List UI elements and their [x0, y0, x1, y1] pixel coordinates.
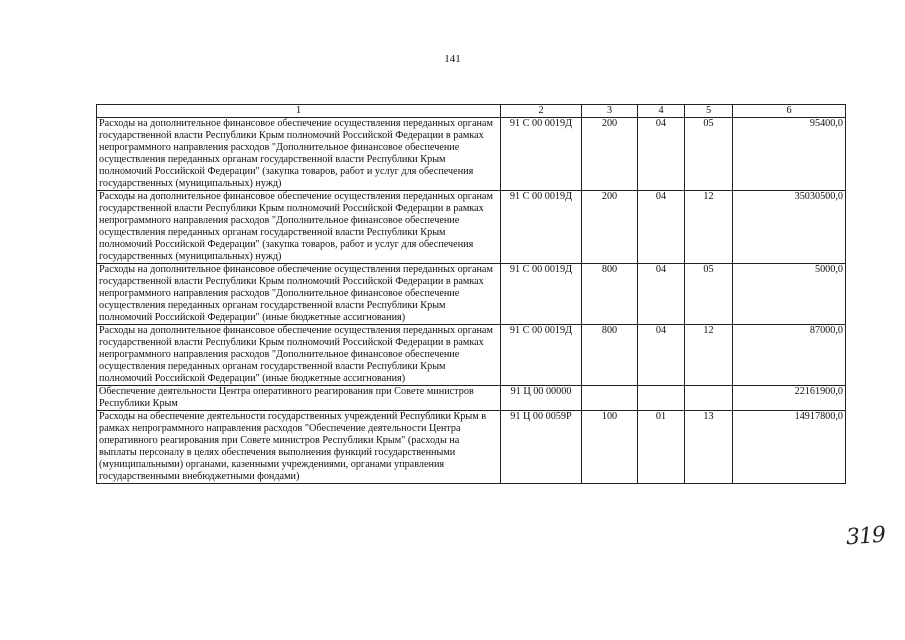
header-col-5: 5 [685, 105, 733, 118]
row-code: 91 Ц 00 0059Р [501, 411, 582, 484]
page-number: 141 [444, 53, 461, 65]
row-col3: 100 [582, 411, 638, 484]
table-row [97, 264, 846, 325]
row-code: 91 Ц 00 00000 [501, 386, 582, 411]
table-header-row [97, 105, 846, 118]
row-col5: 05 [685, 264, 733, 325]
row-col4: 01 [638, 411, 685, 484]
table-row [97, 325, 846, 386]
row-col4: 04 [638, 191, 685, 264]
row-description: Расходы на дополнительное финансовое обеспечение осуществления переданных органам государственной власти Республики Крым полномочий Российской Федерации в рамках непрограммного направления расходов "Дополнительное финансовое обеспечение осуществления переданных органам государственной власти Республики Крым полномочий Российской Федерации" (иные бюджетные ассигнования) [97, 325, 501, 386]
row-col3: 200 [582, 191, 638, 264]
row-col4: 04 [638, 325, 685, 386]
row-amount: 35030500,0 [733, 191, 846, 264]
header-col-1: 1 [97, 105, 501, 118]
header-col-3: 3 [582, 105, 638, 118]
row-col4: 04 [638, 264, 685, 325]
row-description: Расходы на дополнительное финансовое обеспечение осуществления переданных органам государственной власти Республики Крым полномочий Российской Федерации в рамках непрограммного направления расходов "Дополнительное финансовое обеспечение осуществления переданных органам государственной власти Республики Крым полномочий Российской Федерации" (закупка товаров, работ и услуг для обеспечения государственных (муниципальных) нужд) [97, 118, 501, 191]
row-amount: 14917800,0 [733, 411, 846, 484]
row-col3: 200 [582, 118, 638, 191]
row-code: 91 С 00 0019Д [501, 191, 582, 264]
row-col3: 800 [582, 264, 638, 325]
row-col3: 800 [582, 325, 638, 386]
row-code: 91 С 00 0019Д [501, 325, 582, 386]
row-col5 [685, 386, 733, 411]
header-col-2: 2 [501, 105, 582, 118]
row-amount: 87000,0 [733, 325, 846, 386]
row-amount: 5000,0 [733, 264, 846, 325]
table-row [97, 191, 846, 264]
row-code: 91 С 00 0019Д [501, 118, 582, 191]
header-col-6: 6 [733, 105, 846, 118]
row-col5: 12 [685, 191, 733, 264]
row-col5: 13 [685, 411, 733, 484]
row-col5: 12 [685, 325, 733, 386]
row-description: Расходы на дополнительное финансовое обеспечение осуществления переданных органам государственной власти Республики Крым полномочий Российской Федерации в рамках непрограммного направления расходов "Дополнительное финансовое обеспечение осуществления переданных органам государственной власти Республики Крым полномочий Российской Федерации" (иные бюджетные ассигнования) [97, 264, 501, 325]
table-row [97, 386, 846, 411]
table-row [97, 118, 846, 191]
row-description: Расходы на обеспечение деятельности государственных учреждений Республики Крым в рамках непрограммного направления расходов "Обеспечение деятельности Центра оперативного реагирования при Совете министров Республики Крым" (расходы на выплаты персоналу в целях обеспечения выполнения функций государственными (муниципальными) органами, казенными учреждениями, органами управления государственными внебюджетными фондами) [97, 411, 501, 484]
table-row [97, 411, 846, 484]
row-amount: 95400,0 [733, 118, 846, 191]
row-col4 [638, 386, 685, 411]
row-col4: 04 [638, 118, 685, 191]
row-col3 [582, 386, 638, 411]
row-col5: 05 [685, 118, 733, 191]
row-description: Расходы на дополнительное финансовое обеспечение осуществления переданных органам государственной власти Республики Крым полномочий Российской Федерации в рамках непрограммного направления расходов "Дополнительное финансовое обеспечение осуществления переданных органам государственной власти Республики Крым полномочий Российской Федерации" (закупка товаров, работ и услуг для обеспечения государственных (муниципальных) нужд) [97, 191, 501, 264]
row-description: Обеспечение деятельности Центра оперативного реагирования при Совете министров Республики Крым [97, 386, 501, 411]
row-code: 91 С 00 0019Д [501, 264, 582, 325]
handwritten-page-note: 319 [845, 522, 886, 551]
row-amount: 22161900,0 [733, 386, 846, 411]
budget-table [96, 104, 846, 484]
header-col-4: 4 [638, 105, 685, 118]
